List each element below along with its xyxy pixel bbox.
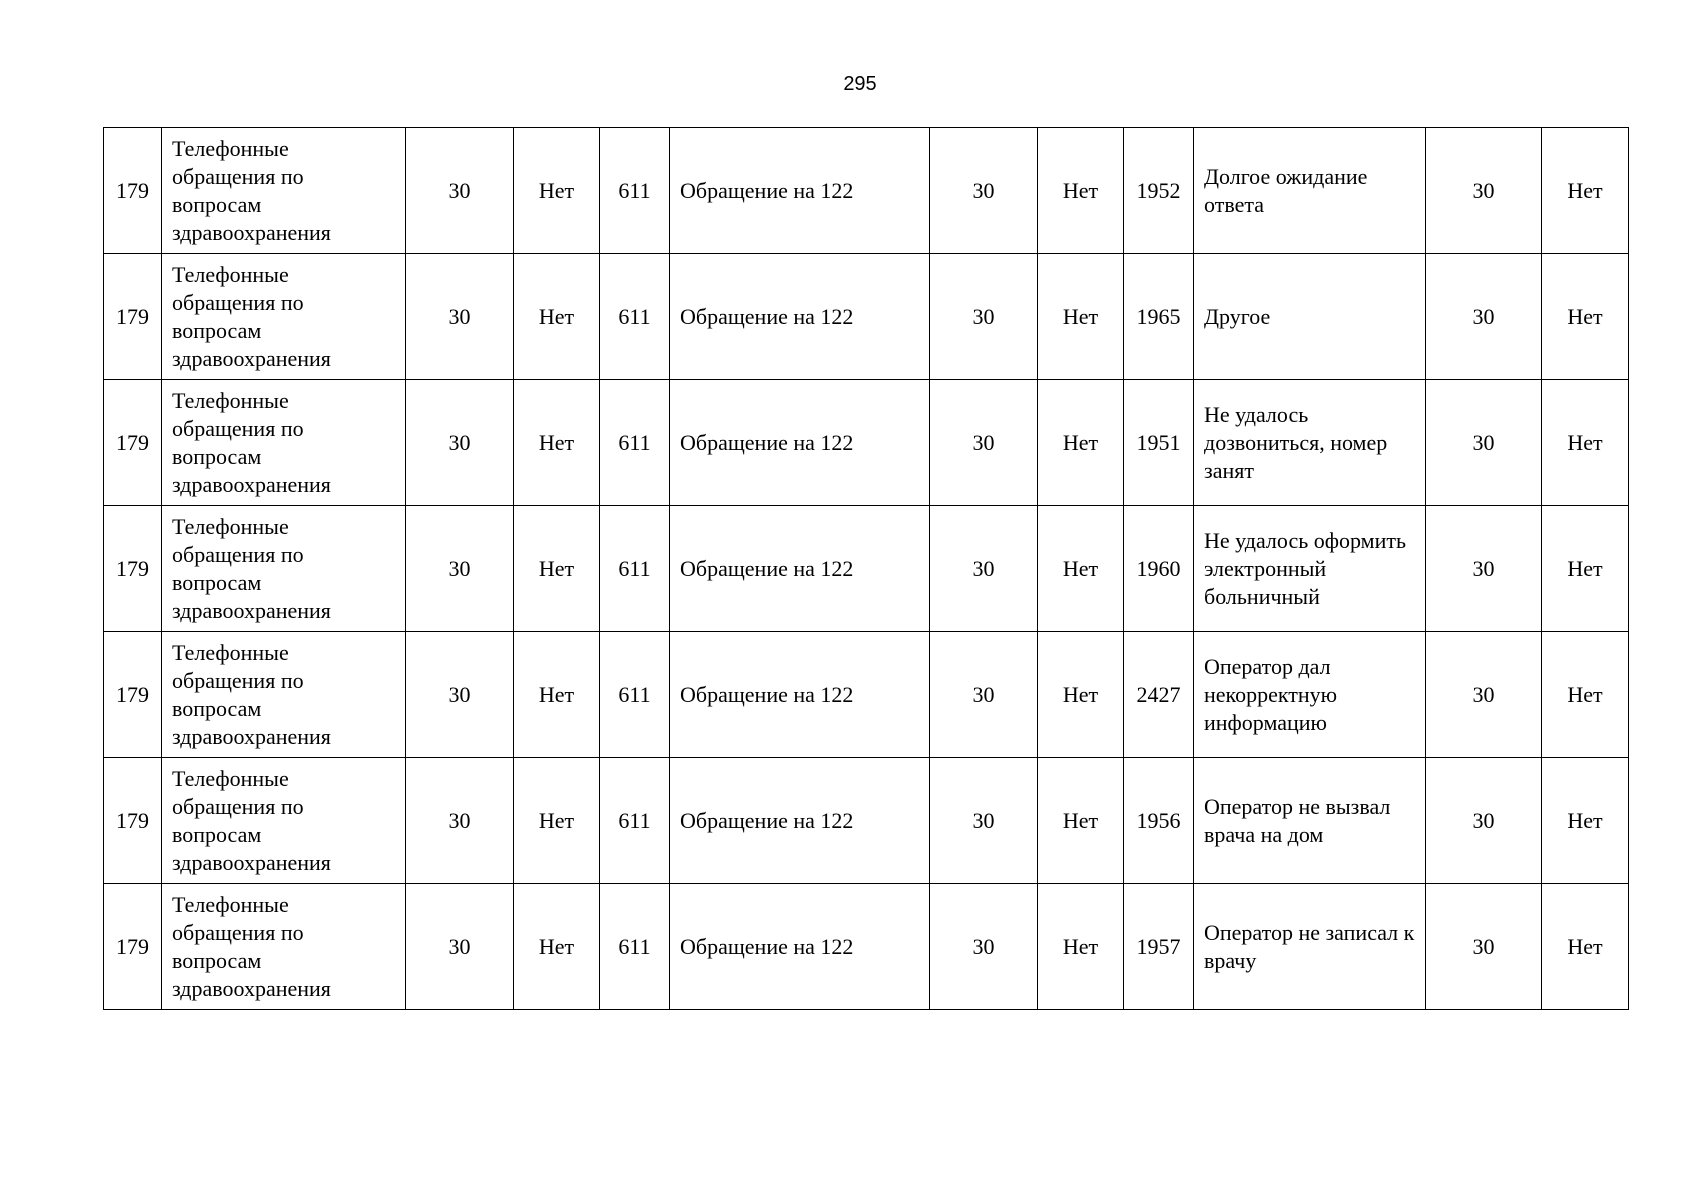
cell-flag: Нет [514, 380, 600, 506]
cell-row-code: 179 [104, 254, 162, 380]
cell-deadline-days: 30 [406, 632, 514, 758]
cell-flag: Нет [514, 506, 600, 632]
cell-subcategory-code: 611 [600, 380, 670, 506]
cell-subcategory-code: 611 [600, 506, 670, 632]
cell-row-code: 179 [104, 758, 162, 884]
cell-subcategory-deadline-days: 30 [930, 506, 1038, 632]
cell-reason-flag: Нет [1542, 506, 1629, 632]
cell-subcategory-code: 611 [600, 128, 670, 254]
cell-deadline-days: 30 [406, 254, 514, 380]
cell-reason-deadline-days: 30 [1426, 506, 1542, 632]
cell-reason-flag: Нет [1542, 884, 1629, 1010]
cell-reason: Другое [1194, 254, 1426, 380]
cell-category: Телефонные обращения по вопросам здравоохранения [162, 506, 406, 632]
cell-subcategory-flag: Нет [1038, 128, 1124, 254]
cell-category: Телефонные обращения по вопросам здравоохранения [162, 128, 406, 254]
table-row [104, 632, 1629, 758]
cell-reason: Оператор дал некорректную информацию [1194, 632, 1426, 758]
cell-category: Телефонные обращения по вопросам здравоохранения [162, 758, 406, 884]
cell-subcategory-deadline-days: 30 [930, 128, 1038, 254]
cell-subcategory-flag: Нет [1038, 506, 1124, 632]
table-row [104, 380, 1629, 506]
cell-reason-code: 1951 [1124, 380, 1194, 506]
cell-deadline-days: 30 [406, 380, 514, 506]
cell-category: Телефонные обращения по вопросам здравоохранения [162, 632, 406, 758]
cell-subcategory: Обращение на 122 [670, 632, 930, 758]
cell-subcategory-deadline-days: 30 [930, 758, 1038, 884]
cell-reason-code: 1952 [1124, 128, 1194, 254]
cell-reason-deadline-days: 30 [1426, 254, 1542, 380]
cell-reason-flag: Нет [1542, 758, 1629, 884]
table-row [104, 128, 1629, 254]
cell-subcategory-deadline-days: 30 [930, 632, 1038, 758]
cell-flag: Нет [514, 884, 600, 1010]
cell-subcategory-flag: Нет [1038, 758, 1124, 884]
data-table [103, 127, 1629, 1010]
cell-subcategory-flag: Нет [1038, 254, 1124, 380]
cell-subcategory-code: 611 [600, 632, 670, 758]
cell-reason: Не удалось оформить электронный больничный [1194, 506, 1426, 632]
cell-subcategory: Обращение на 122 [670, 506, 930, 632]
cell-reason-deadline-days: 30 [1426, 758, 1542, 884]
cell-subcategory: Обращение на 122 [670, 758, 930, 884]
table-row [104, 254, 1629, 380]
cell-flag: Нет [514, 632, 600, 758]
cell-reason-flag: Нет [1542, 632, 1629, 758]
table-row [104, 884, 1629, 1010]
cell-subcategory-flag: Нет [1038, 884, 1124, 1010]
cell-row-code: 179 [104, 884, 162, 1010]
cell-deadline-days: 30 [406, 884, 514, 1010]
cell-subcategory-flag: Нет [1038, 380, 1124, 506]
cell-reason-deadline-days: 30 [1426, 380, 1542, 506]
cell-subcategory-deadline-days: 30 [930, 884, 1038, 1010]
cell-row-code: 179 [104, 380, 162, 506]
cell-category: Телефонные обращения по вопросам здравоохранения [162, 380, 406, 506]
table-row [104, 758, 1629, 884]
cell-flag: Нет [514, 128, 600, 254]
cell-reason: Не удалось дозвониться, номер занят [1194, 380, 1426, 506]
cell-reason-deadline-days: 30 [1426, 632, 1542, 758]
cell-deadline-days: 30 [406, 758, 514, 884]
cell-reason-deadline-days: 30 [1426, 884, 1542, 1010]
cell-row-code: 179 [104, 632, 162, 758]
table-body [104, 128, 1629, 1010]
cell-subcategory: Обращение на 122 [670, 884, 930, 1010]
cell-reason: Долгое ожидание ответа [1194, 128, 1426, 254]
cell-reason-deadline-days: 30 [1426, 128, 1542, 254]
cell-reason-flag: Нет [1542, 254, 1629, 380]
cell-category: Телефонные обращения по вопросам здравоохранения [162, 254, 406, 380]
cell-subcategory-code: 611 [600, 758, 670, 884]
cell-flag: Нет [514, 254, 600, 380]
cell-reason-code: 1956 [1124, 758, 1194, 884]
cell-deadline-days: 30 [406, 506, 514, 632]
cell-reason-flag: Нет [1542, 380, 1629, 506]
page-number: 295 [843, 73, 877, 95]
cell-row-code: 179 [104, 128, 162, 254]
cell-subcategory-deadline-days: 30 [930, 380, 1038, 506]
cell-reason-code: 1965 [1124, 254, 1194, 380]
cell-row-code: 179 [104, 506, 162, 632]
cell-reason-code: 1957 [1124, 884, 1194, 1010]
cell-reason-code: 2427 [1124, 632, 1194, 758]
cell-flag: Нет [514, 758, 600, 884]
cell-deadline-days: 30 [406, 128, 514, 254]
cell-reason: Оператор не вызвал врача на дом [1194, 758, 1426, 884]
table-row [104, 506, 1629, 632]
cell-category: Телефонные обращения по вопросам здравоохранения [162, 884, 406, 1010]
cell-reason-code: 1960 [1124, 506, 1194, 632]
cell-subcategory: Обращение на 122 [670, 254, 930, 380]
cell-subcategory-code: 611 [600, 254, 670, 380]
cell-subcategory-flag: Нет [1038, 632, 1124, 758]
cell-subcategory-code: 611 [600, 884, 670, 1010]
cell-subcategory: Обращение на 122 [670, 128, 930, 254]
cell-subcategory: Обращение на 122 [670, 380, 930, 506]
cell-subcategory-deadline-days: 30 [930, 254, 1038, 380]
cell-reason-flag: Нет [1542, 128, 1629, 254]
cell-reason: Оператор не записал к врачу [1194, 884, 1426, 1010]
